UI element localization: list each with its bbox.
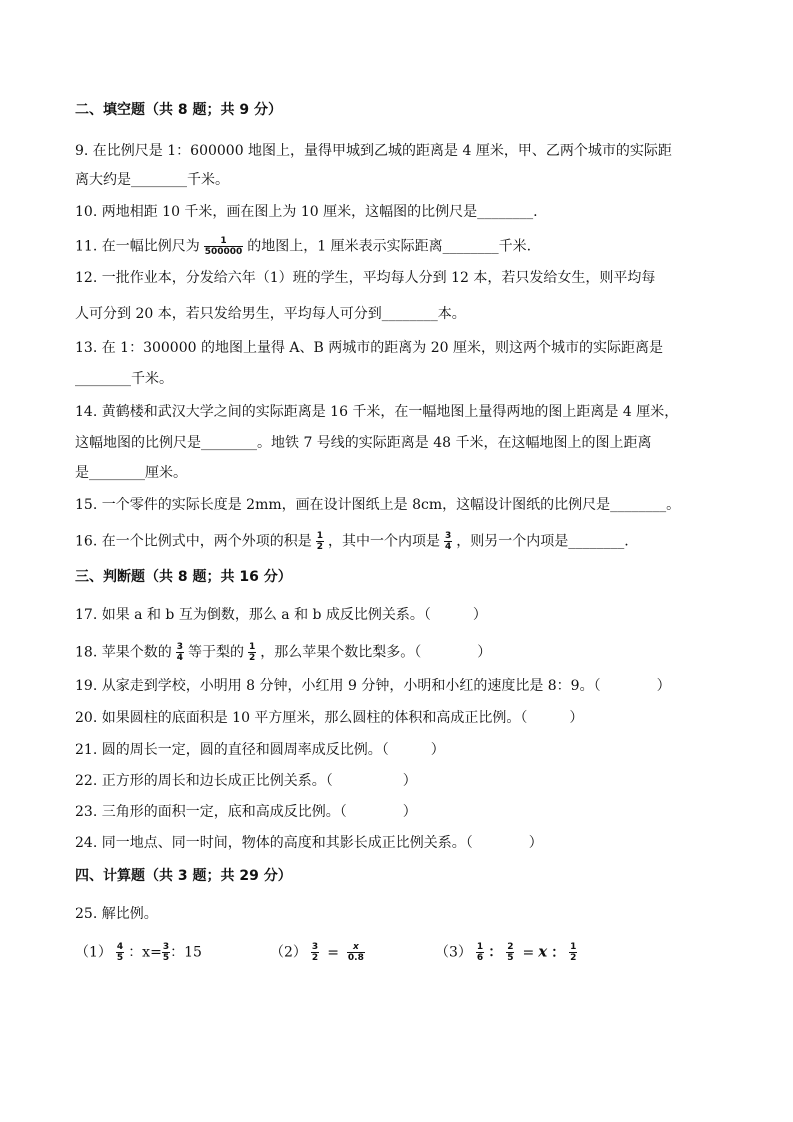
- question-16: [75, 531, 629, 552]
- colon: ：: [488, 944, 503, 961]
- fraction: [116, 942, 124, 963]
- question-14-line1: 14. 黄鹤楼和武汉大学之间的实际距离是 16 千米，在一幅地图上量得两地的图上距离是 4 厘米，: [75, 404, 679, 420]
- question-24: 24. 同一地点、同一时间，物体的高度和其影长成正比例关系。（ ）: [75, 835, 543, 851]
- section-heading-judgement: 三、判断题（共 8 题；共 16 分）: [75, 569, 292, 585]
- denominator: 4: [444, 542, 452, 552]
- fraction: [248, 642, 256, 663]
- question-13-line1: 13. 在 1：300000 的地图上量得 A、B 两城市的距离为 20 厘米，则这两个城市的实际距离是: [75, 340, 663, 356]
- q18-text-b: 等于梨的: [187, 644, 244, 661]
- numerator: 1: [316, 531, 323, 541]
- text: ：x=: [128, 944, 162, 961]
- fraction: [444, 531, 452, 552]
- numerator: 1: [570, 942, 577, 952]
- denominator: 500000: [204, 247, 243, 257]
- part-label: （3）: [435, 944, 472, 961]
- fraction: [569, 942, 577, 963]
- fraction: [316, 531, 324, 552]
- denominator: 2: [316, 542, 323, 552]
- part-label: （2）: [270, 944, 307, 961]
- question-18: [75, 642, 491, 663]
- question-9-line1: 9. 在比例尺是 1：600000 地图上，量得甲城到乙城的距离是 4 厘米，甲、乙两个城市的实际距: [75, 143, 672, 159]
- question-10: 10. 两地相距 10 千米，画在图上为 10 厘米，这幅图的比例尺是________.: [75, 204, 538, 220]
- denominator: 5: [116, 953, 124, 963]
- colon: ：: [551, 944, 566, 961]
- numerator: 3: [162, 942, 170, 952]
- denominator: 4: [176, 653, 183, 663]
- question-25-title: 25. 解比例。: [75, 906, 158, 922]
- numerator: 4: [116, 942, 124, 952]
- numerator: 3: [176, 642, 183, 652]
- q16-text-b: ，其中一个内项是: [327, 533, 440, 550]
- text: ：15: [170, 944, 202, 961]
- equals: =: [327, 944, 339, 961]
- question-12-line1: 12. 一批作业本，分发给六年（1）班的学生，平均每人分到 12 本，若只发给女生，则平均每: [75, 270, 656, 286]
- equals: =: [522, 944, 535, 961]
- q11-text-b: 的地图上，1 厘米表示实际距离________千米.: [247, 238, 532, 255]
- question-22: 22. 正方形的周长和边长成正比例关系。（ ）: [75, 773, 417, 789]
- denominator: 6: [476, 953, 484, 963]
- question-20: 20. 如果圆柱的底面积是 10 平方厘米，那么圆柱的体积和高成正比例。（ ）: [75, 710, 584, 726]
- numerator: x: [347, 942, 365, 953]
- q11-text-a: 11. 在一幅比例尺为: [75, 238, 200, 255]
- numerator: 3: [311, 942, 319, 952]
- q16-text-a: 16. 在一个比例式中，两个外项的积是: [75, 533, 312, 550]
- q25-part3: [435, 942, 581, 963]
- denominator: 2: [248, 653, 256, 663]
- fraction: [176, 642, 184, 663]
- fraction: [476, 942, 484, 963]
- q18-text-a: 18. 苹果个数的: [75, 644, 172, 661]
- q25-part1: [75, 942, 202, 963]
- question-15: 15. 一个零件的实际长度是 2mm，画在设计图纸上是 8cm，这幅设计图纸的比例尺是________。: [75, 497, 681, 513]
- question-9-line2: 离大约是________千米。: [75, 172, 229, 188]
- fraction: [506, 942, 514, 963]
- fraction: [311, 942, 319, 963]
- numerator: 1: [248, 642, 256, 652]
- question-14-line3: 是________厘米。: [75, 465, 187, 481]
- question-17: 17. 如果 a 和 b 互为倒数，那么 a 和 b 成反比例关系。（ ）: [75, 607, 487, 623]
- question-19: 19. 从家走到学校，小明用 8 分钟，小红用 9 分钟，小明和小红的速度比是 8：9。（ ）: [75, 678, 671, 694]
- question-14-line2: 这幅地图的比例尺是________。地铁 7 号线的实际距离是 48 千米，在这幅地图上的图上距离: [75, 435, 652, 451]
- fraction: [347, 942, 365, 963]
- numerator: 1: [476, 942, 484, 952]
- denominator: 2: [570, 953, 577, 963]
- question-12-line2: 人可分到 20 本，若只发给男生，平均每人可分到________本。: [75, 306, 466, 322]
- fraction: [204, 236, 244, 257]
- numerator: 1: [204, 236, 244, 247]
- q16-text-c: ，则另一个内项是________.: [456, 533, 629, 550]
- question-23: 23. 三角形的面积一定，底和高成反比例。（ ）: [75, 804, 417, 820]
- numerator: 2: [507, 942, 514, 952]
- denominator: 2: [311, 953, 319, 963]
- question-13-line2: ________千米。: [75, 371, 173, 387]
- question-11: [75, 236, 531, 257]
- q25-part2: [270, 942, 369, 963]
- q18-text-c: ，那么苹果个数比梨多。（ ）: [260, 644, 492, 661]
- numerator: 3: [444, 531, 452, 541]
- section-heading-fill-in: 二、填空题（共 8 题；共 9 分）: [75, 102, 282, 118]
- question-21: 21. 圆的周长一定，圆的直径和圆周率成反比例。（ ）: [75, 742, 445, 758]
- denominator: 5: [507, 953, 514, 963]
- section-heading-calculation: 四、计算题（共 3 题；共 29 分）: [75, 868, 292, 884]
- denominator: 5: [162, 953, 170, 963]
- denominator: 0.8: [347, 953, 364, 963]
- fraction: [162, 942, 170, 963]
- part-label: （1）: [75, 944, 112, 961]
- variable-x: x: [538, 942, 548, 961]
